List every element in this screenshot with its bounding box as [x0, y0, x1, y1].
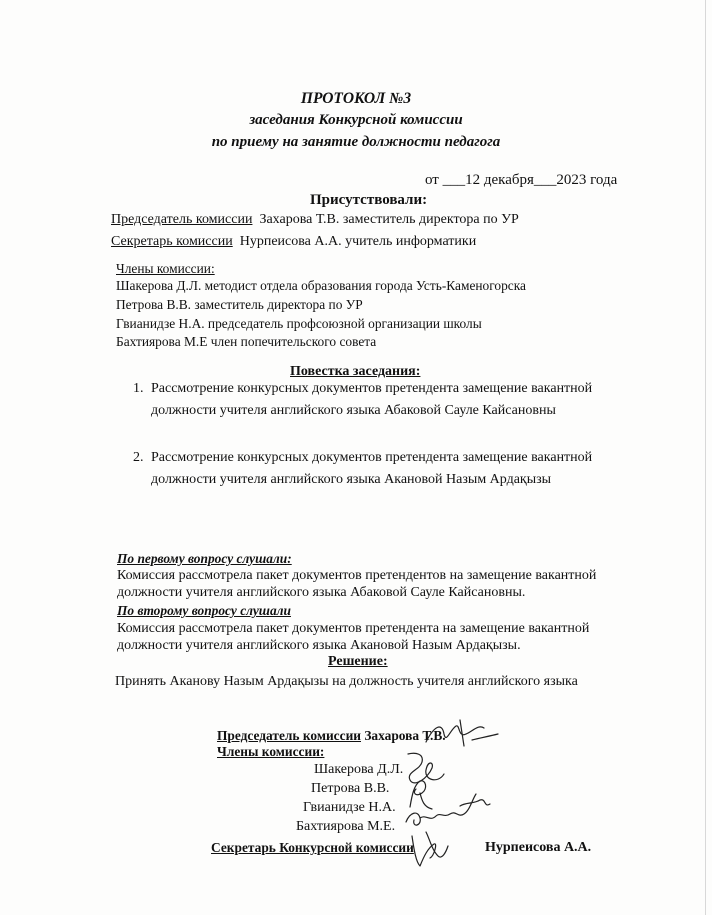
question2-text: должности учителя английского языка Акановой Назым Ардақызы. [117, 638, 521, 653]
chair-label: Председатель комиссии [111, 212, 253, 227]
sign-secretary-label: Секретарь Конкурсной комиссии [211, 840, 414, 855]
member-line: Гвианидзе Н.А. председатель профсоюзной организации школы [116, 316, 482, 331]
decision-text: Принять Аканову Назым Ардақызы на должность учителя английского языка [115, 674, 578, 689]
agenda-heading: Повестка заседания: [290, 364, 421, 379]
agenda-item-line: Рассмотрение конкурсных документов претендента замещение вакантной [151, 381, 593, 396]
secretary-signature [404, 826, 454, 872]
agenda-item-number: 2. [133, 450, 144, 465]
question1-label: По первому вопросу слушали: [117, 551, 292, 566]
date-line: от ___12 декабря___2023 года [425, 172, 618, 188]
sign-member-name: Гвианидзе Н.А. [303, 800, 396, 815]
decision-heading: Решение: [328, 654, 388, 669]
present-heading: Присутствовали: [310, 192, 428, 208]
member-line: Бахтиярова М.Е член попечительского совета [116, 334, 377, 349]
agenda-item-line: Рассмотрение конкурсных документов претендента замещение вакантной [151, 450, 593, 465]
question2-label: По второму вопросу слушали [117, 603, 291, 618]
sign-chair-label: Председатель комиссии [217, 728, 361, 743]
secretary-label: Секретарь комиссии [111, 234, 233, 249]
sign-member-name: Шакерова Д.Л. [314, 762, 404, 777]
members-label: Члены комиссии: [116, 261, 215, 276]
secretary-value: Нурпеисова А.А. учитель информатики [239, 234, 477, 249]
sign-member-name: Петрова В.В. [311, 781, 390, 796]
document-subtitle-1: заседания Конкурсной комиссии [249, 112, 463, 128]
question2-text: Комиссия рассмотрела пакет документов претендента на замещение вакантной [117, 621, 590, 636]
secretary-row [111, 234, 476, 250]
member-line: Петрова В.В. заместитель директора по УР [116, 297, 363, 312]
sign-chair-name: Захарова Т.В. [364, 728, 446, 743]
sign-member-name: Бахтиярова М.Е. [296, 819, 396, 834]
chair-row [111, 212, 519, 228]
chair-signature [420, 716, 500, 752]
sign-secretary-name: Нурпеисова А.А. [485, 840, 592, 855]
question1-text: Комиссия рассмотрела пакет документов претендентов на замещение вакантной [117, 568, 597, 583]
question1-text: должности учителя английского языка Абаковой Сауле Кайсановны. [117, 585, 526, 600]
document-title: ПРОТОКОЛ №3 [300, 90, 412, 107]
agenda-item-line: должности учителя английского языка Акановой Назым Ардақызы [151, 472, 552, 487]
sign-chair-row [217, 728, 446, 744]
agenda-item-line: должности учителя английского языка Абаковой Сауле Кайсановны [151, 403, 556, 418]
chair-value: Захарова Т.В. заместитель директора по УР [259, 212, 519, 227]
agenda-item-number: 1. [133, 381, 144, 396]
document-subtitle-2: по приему на занятие должности педагога [211, 134, 501, 150]
sign-members-label: Члены комиссии: [217, 744, 325, 759]
member-line: Шакерова Д.Л. методист отдела образования города Усть-Каменогорска [116, 278, 526, 293]
